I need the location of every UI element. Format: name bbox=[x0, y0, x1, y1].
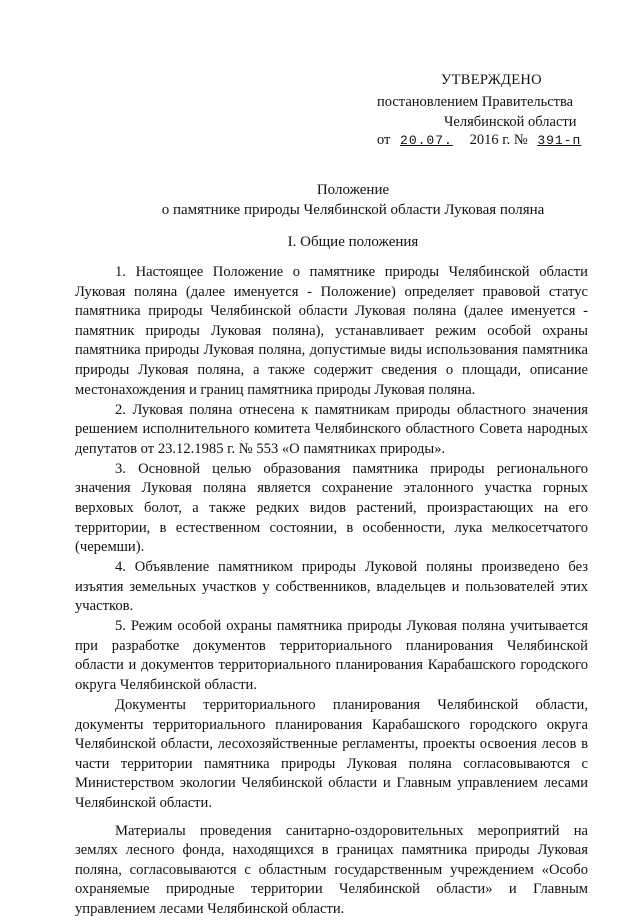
paragraph: Документы территориального планирования Челябинской области, документы территориального планирования Карабашского городского округа Челябинской области, лесохозяйственные регламенты, проекты освоения лесов в части территории памятника природы Луковая поляна согласовываются с Министерством экологии Челябинской области и Главным управлением лесами Челябинской области. bbox=[75, 697, 588, 811]
paragraph: 4. Объявление памятником природы Луковой поляны произведено без изъятия земельных участков у собственников, владельцев и пользователей этих участков. bbox=[75, 559, 588, 615]
approval-issuer: постановлением Правительства bbox=[377, 94, 574, 110]
date-prefix: от bbox=[377, 132, 391, 148]
decree-number: 391-п bbox=[537, 133, 582, 148]
document-heading bbox=[0, 180, 640, 220]
section-title: I. Общие положения bbox=[287, 234, 419, 250]
year-text: 2016 г. № bbox=[469, 132, 528, 148]
paragraph: 2. Луковая поляна отнесена к памятникам природы областного значения решением исполнительного комитета Челябинского областного Совета народных депутатов от 23.12.1985 г. № 553 «О памятниках природы». bbox=[75, 401, 588, 457]
paragraph: 5. Режим особой охраны памятника природы Луковая поляна учитывается при разработке документов территориального планирования Челябинской области и документов территориального планирования Карабашского городского округа Челябинской области. bbox=[75, 618, 588, 694]
document-name: Положение bbox=[316, 182, 390, 198]
paragraph: 3. Основной целью образования памятника природы регионального значения Луковая поляна является сохранение эталонного участка горных верховых болот, а также редких видов растений, произрастающих на его территории, в естественном состоянии, в особенности, лука мелкосетчатого (черемши). bbox=[75, 460, 588, 556]
approval-date-line bbox=[377, 130, 581, 151]
date-value: 20.07. bbox=[400, 133, 453, 148]
document-body bbox=[75, 263, 588, 920]
paragraph: 1. Настоящее Положение о памятнике природы Челябинской области Луковая поляна (далее именуется - Положение) определяет правовой статус памятника природы Челябинской области Луковая поляна (далее именуется - памятник природы Луковая поляна), устанавливает режим особой охраны памятника природы Луковая поляна, допустимые виды использования памятника природы Луковая поляна, а также содержит сведения о площади, описание местонахождения и границ памятника природы Луковая поляна. bbox=[75, 264, 588, 398]
approval-region: Челябинской области bbox=[444, 114, 577, 130]
approval-title: УТВЕРЖДЕНО bbox=[441, 72, 542, 88]
paragraph: Материалы проведения санитарно-оздоровительных мероприятий на землях лесного фонда, находящихся в границах памятника природы Луковая поляна, согласовываются с областным государственным учреждением «Особо охраняемые природные территории Челябинской области» и Главным управлением лесами Челябинской области. bbox=[75, 822, 588, 917]
document-subject: о памятнике природы Челябинской области Луковая поляна bbox=[161, 202, 545, 218]
